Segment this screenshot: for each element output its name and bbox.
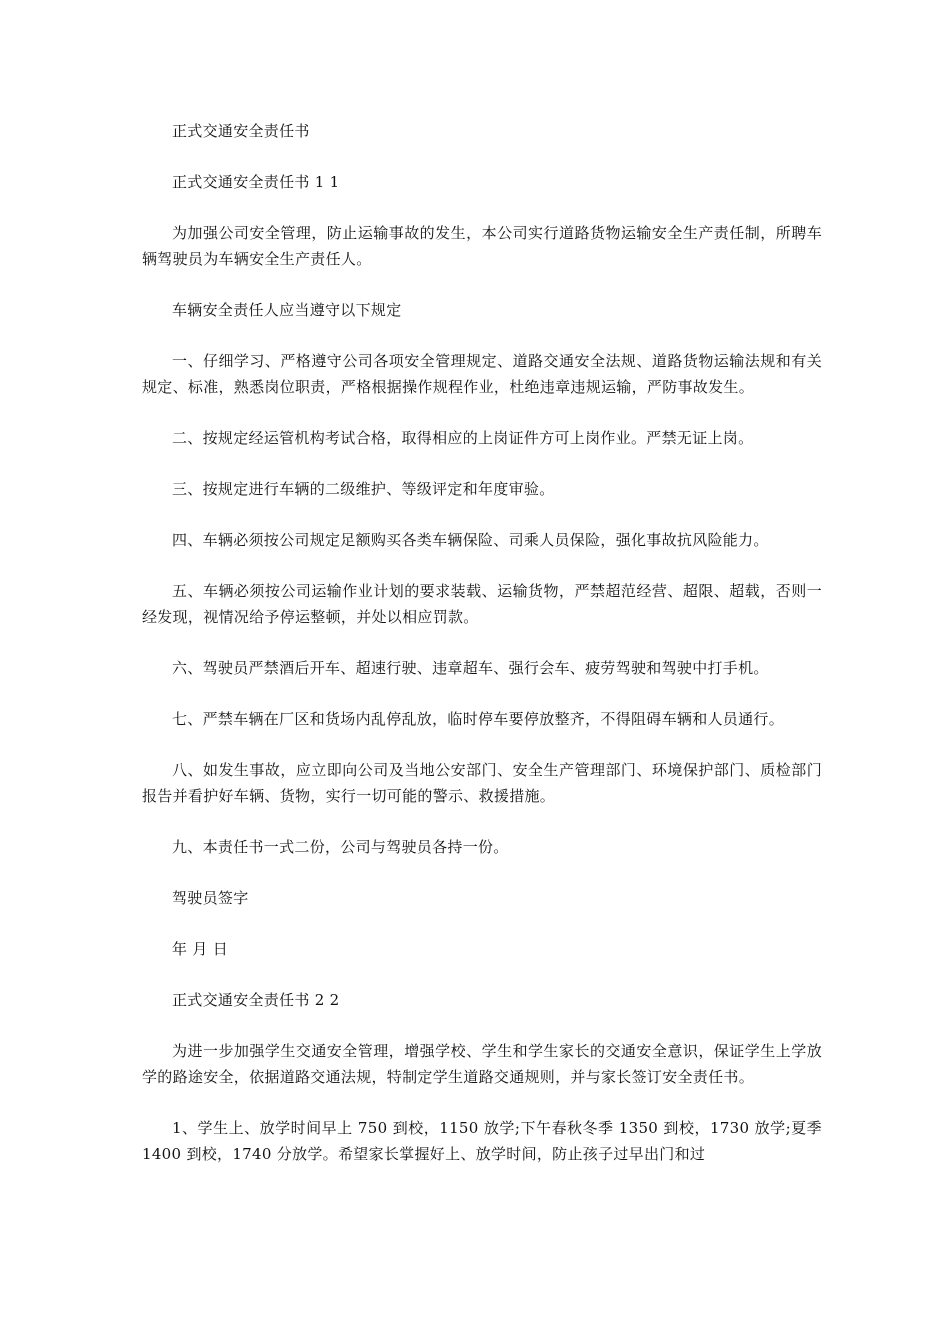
rule-item-5: 五、车辆必须按公司运输作业计划的要求装载、运输货物，严禁超范经营、超限、超载，否则一经发现，视情况给予停运整顿，并处以相应罚款。: [142, 582, 822, 626]
paragraph: 为进一步加强学生交通安全管理，增强学校、学生和学生家长的交通安全意识，保证学生上学放学的路途安全，依据道路交通法规，特制定学生道路交通规则，并与家长签订安全责任书。: [142, 1042, 822, 1086]
rule-item-2: 二、按规定经运管机构考试合格，取得相应的上岗证件方可上岗作业。严禁无证上岗。: [172, 429, 754, 447]
section-heading-1: 正式交通安全责任书 1 1: [172, 173, 340, 191]
rule-item-4: 四、车辆必须按公司规定足额购买各类车辆保险、司乘人员保险，强化事故抗风险能力。: [172, 531, 769, 549]
rule-item-3: 三、按规定进行车辆的二级维护、等级评定和年度审验。: [172, 480, 555, 498]
rule-item-8: 八、如发生事故，应立即向公司及当地公安部门、安全生产管理部门、环境保护部门、质检部门报告并看护好车辆、货物，实行一切可能的警示、救援措施。: [142, 761, 822, 805]
paragraph: 车辆安全责任人应当遵守以下规定: [172, 301, 402, 319]
paragraph: 为加强公司安全管理，防止运输事故的发生，本公司实行道路货物运输安全生产责任制，所聘车辆驾驶员为车辆安全生产责任人。: [142, 224, 822, 268]
document-title: 正式交通安全责任书: [172, 122, 310, 140]
rule-item-1: 一、仔细学习、严格遵守公司各项安全管理规定、道路交通安全法规、道路货物运输法规和有关规定、标准，熟悉岗位职责，严格根据操作规程作业，杜绝违章违规运输，严防事故发生。: [142, 352, 822, 396]
paragraph: 1、学生上、放学时间早上 750 到校，1150 放学;下午春秋冬季 1350 到校，1730 放学;夏季 1400 到校，1740 分放学。希望家长掌握好上、放学时间，防止孩子过早出门和过: [142, 1119, 828, 1163]
document-page: [142, 118, 828, 1192]
section-heading-2: 正式交通安全责任书 2 2: [172, 991, 340, 1009]
rule-item-9: 九、本责任书一式二份，公司与驾驶员各持一份。: [172, 838, 509, 856]
signature-line: 驾驶员签字: [172, 889, 249, 907]
rule-item-6: 六、驾驶员严禁酒后开车、超速行驶、违章超车、强行会车、疲劳驾驶和驾驶中打手机。: [172, 659, 769, 677]
rule-item-7: 七、严禁车辆在厂区和货场内乱停乱放，临时停车要停放整齐，不得阻碍车辆和人员通行。: [172, 710, 785, 728]
date-line: 年 月 日: [172, 940, 229, 958]
